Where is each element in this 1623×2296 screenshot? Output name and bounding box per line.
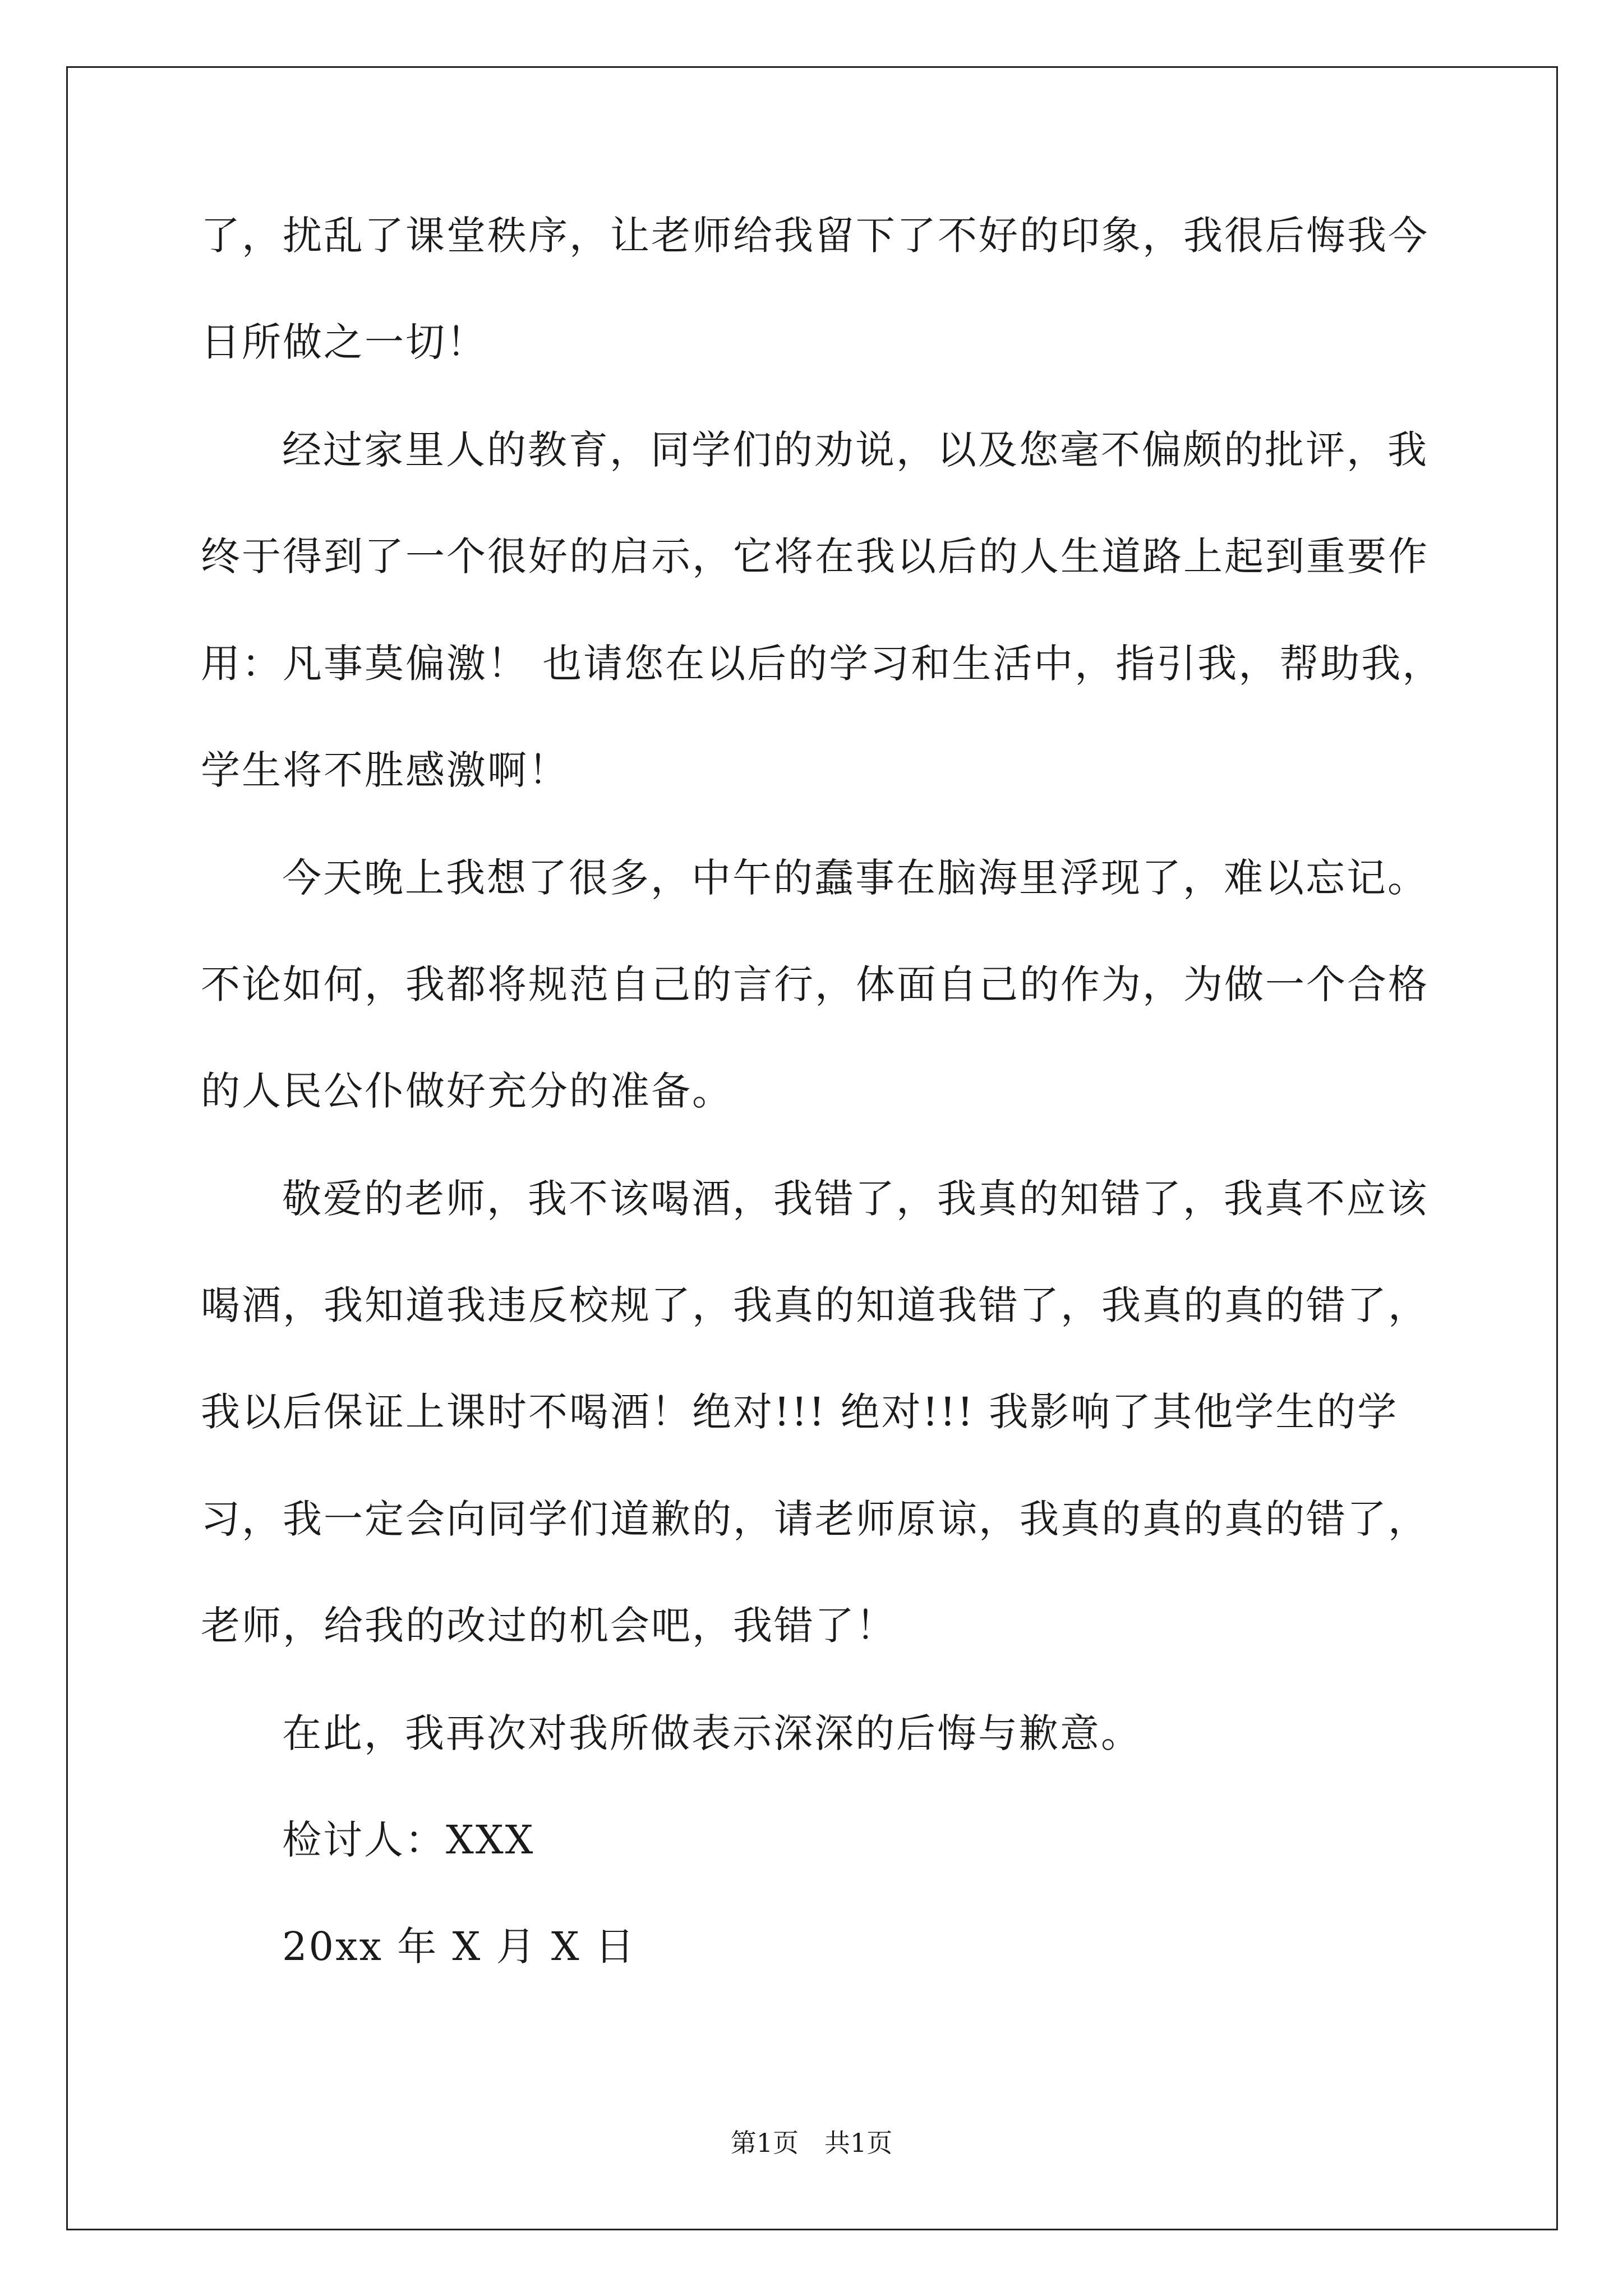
text-line-14: 老师，给我的改过的机会吧，我错了！ <box>201 1603 897 1649</box>
text-line-1: 了，扰乱了课堂秩序，让老师给我留下了不好的印象，我很后悔我今 <box>201 213 1429 259</box>
text-line-13: 习，我一定会向同学们道歉的，请老师原谅，我真的真的真的错了， <box>201 1496 1429 1542</box>
page-border <box>66 66 1558 2230</box>
text-line-11: 喝酒，我知道我违反校规了，我真的知道我错了，我真的真的错了， <box>201 1282 1429 1328</box>
date-line: 20xx 年 X 月 X 日 <box>282 1924 636 1970</box>
signer-line: 检讨人：XXX <box>282 1817 535 1863</box>
text-line-4: 终于得到了一个很好的启示，它将在我以后的人生道路上起到重要作 <box>201 533 1429 579</box>
text-line-7: 今天晚上我想了很多，中午的蠢事在脑海里浮现了，难以忘记。 <box>282 855 1428 901</box>
text-line-3: 经过家里人的教育，同学们的劝说，以及您毫不偏颇的批评，我 <box>282 427 1428 473</box>
text-line-8: 不论如何，我都将规范自己的言行，体面自己的作为，为做一个合格 <box>201 961 1429 1007</box>
text-line-10: 敬爱的老师，我不该喝酒，我错了，我真的知错了，我真不应该 <box>282 1176 1428 1222</box>
text-line-2: 日所做之一切！ <box>201 319 487 365</box>
page-number-footer: 第1页 共1页 <box>730 2128 893 2158</box>
text-line-6: 学生将不胜感激啊！ <box>201 747 569 793</box>
text-line-15: 在此，我再次对我所做表示深深的后悔与歉意。 <box>282 1710 1142 1756</box>
text-line-12: 我以后保证上课时不喝酒！绝对!!! 绝对!!! 我影响了其他学生的学 <box>201 1389 1399 1435</box>
text-line-9: 的人民公仆做好充分的准备。 <box>201 1068 733 1114</box>
text-line-5: 用：凡事莫偏激！ 也请您在以后的学习和生活中，指引我，帮助我， <box>201 641 1444 687</box>
